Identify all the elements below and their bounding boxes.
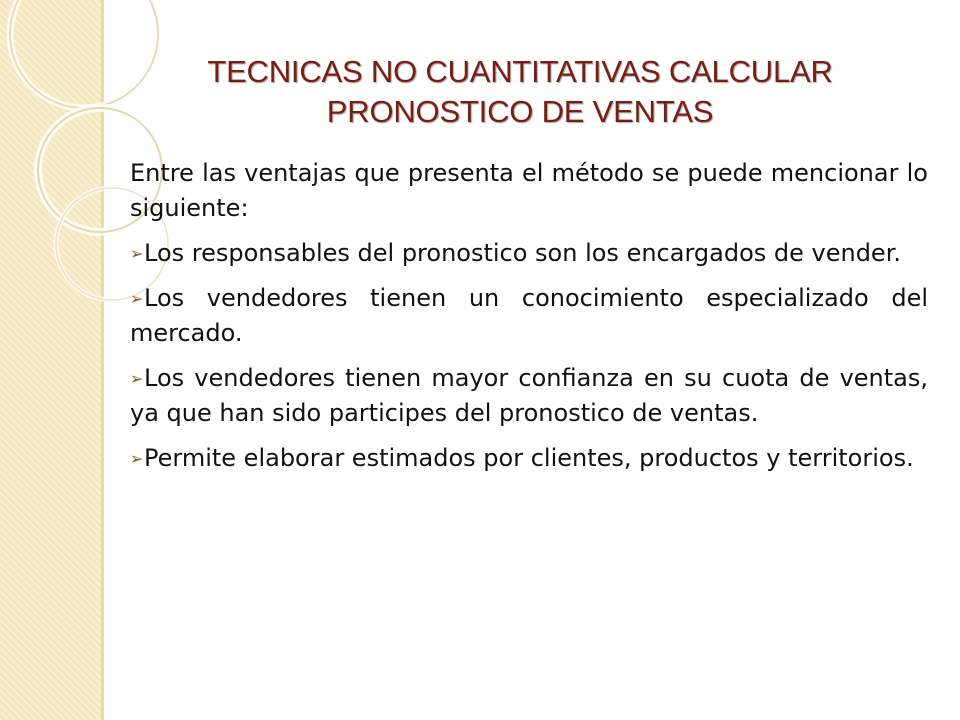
arrowhead-bullet-icon: ➢ — [130, 289, 144, 308]
bullet-item — [130, 361, 928, 431]
bullet-item — [130, 281, 928, 351]
bullet-text: Permite elaborar estimados por clientes, productos y territorios. — [144, 444, 914, 472]
intro-paragraph: Entre las ventajas que presenta el método se puede mencionar lo siguiente: — [130, 159, 928, 222]
bullet-text: Los vendedores tienen un conocimiento especializado del mercado. — [130, 284, 928, 347]
arrowhead-bullet-icon: ➢ — [130, 369, 144, 388]
arrowhead-bullet-icon: ➢ — [130, 244, 144, 263]
bullet-text: Los responsables del pronostico son los encargados de vender. — [144, 239, 901, 267]
bullet-item — [130, 236, 928, 271]
bullet-text: Los vendedores tienen mayor confianza en su cuota de ventas, ya que han sido participes del pronostico de ventas. — [130, 364, 928, 427]
title-line-1: TECNICAS NO CUANTITATIVAS CALCULAR — [207, 54, 833, 89]
bullet-item — [130, 441, 928, 476]
slide-title — [160, 52, 880, 132]
slide-body — [130, 156, 928, 486]
arrowhead-bullet-icon: ➢ — [130, 449, 144, 468]
title-line-2: PRONOSTICO DE VENTAS — [326, 94, 714, 129]
